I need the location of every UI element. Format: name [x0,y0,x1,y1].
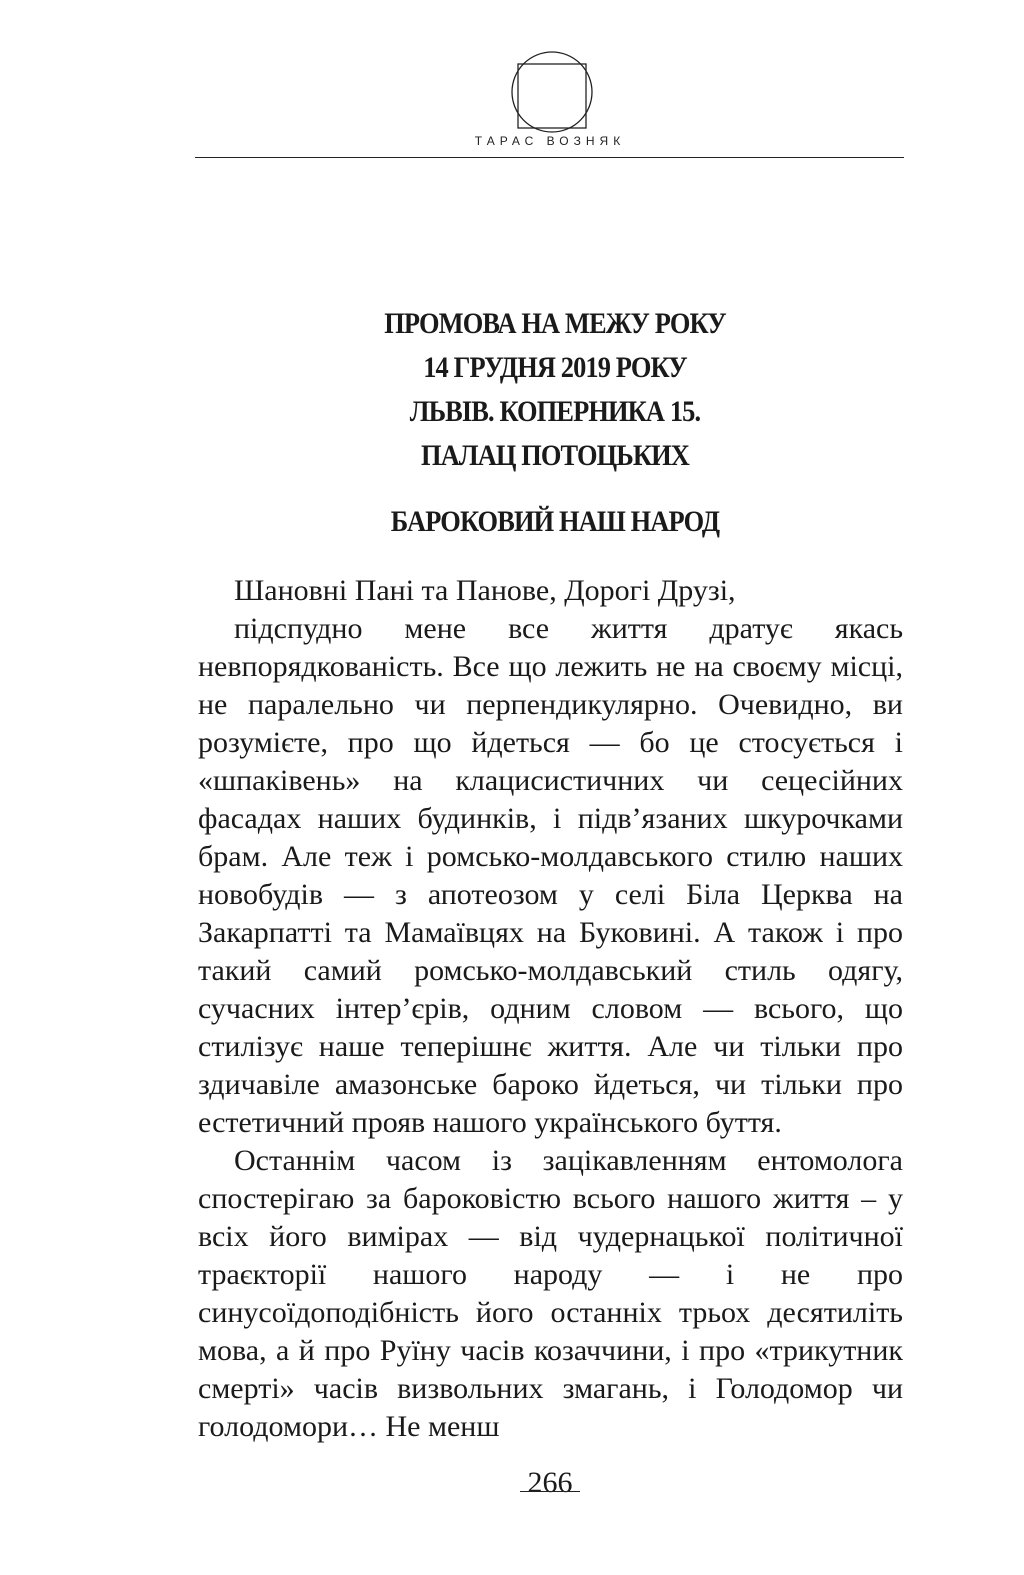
title-line: ПРОМОВА НА МЕЖУ РОКУ [384,307,726,340]
body-paragraph: підспудно мене все життя дратує якась невпорядкованість. Все що лежить не на своєму місці, не паралельно чи перпендикулярно. Очевидно, ви розумієте, про що йдеться — бо це стосується і «шпаківень» на клацисистичних чи сецесійних фасадах наших будинків, і підв’язаних шкурочками брам. Але теж і ромсько-молдавського стилю наших новобудів — з апотеозом у селі Біла Церква на Закарпатті та Мамаївцях на Буковині. А також і про такий самий ромсько-молдавський стиль одягу, сучасних інтер’єрів, одним словом — всього, що стилізує наше теперішнє життя. Але чи тільки про здичавіле амазонське бароко йдеться, чи тільки про естетичний прояв нашого українського буття. [198,612,903,1139]
circle-square-logo-icon [508,44,596,140]
header-rule [195,157,904,158]
body-text [198,572,903,1446]
running-header-author: ТАРАС ВОЗНЯК [474,134,626,148]
page-number-underline [520,1491,580,1492]
salutation-line: Шановні Пані та Панове, Дорогі Друзі, [234,574,736,607]
page-number: 266 [527,1466,573,1499]
title-line: ЛЬВІВ. КОПЕРНИКА 15. [409,395,701,428]
title-line: ПАЛАЦ ПОТОЦЬКИХ [421,439,689,472]
body-paragraph: Останнім часом із зацікавленням ентомолога спостерігаю за бароковістю всього нашого життя – у всіх його вимірах — від чудернацької політичної траєкторії нашого народу — і не про синусоїдоподібність його останніх трьох десятиліть мова, а й про Руїну часів козаччини, і про «трикутник смерті» часів визвольних змагань, і Голодомор чи голодомори… Не менш [198,1144,903,1443]
title-line: 14 ГРУДНЯ 2019 РОКУ [423,351,687,384]
chapter-subtitle: БАРОКОВИЙ НАШ НАРОД [390,505,720,538]
chapter-title [291,302,819,478]
